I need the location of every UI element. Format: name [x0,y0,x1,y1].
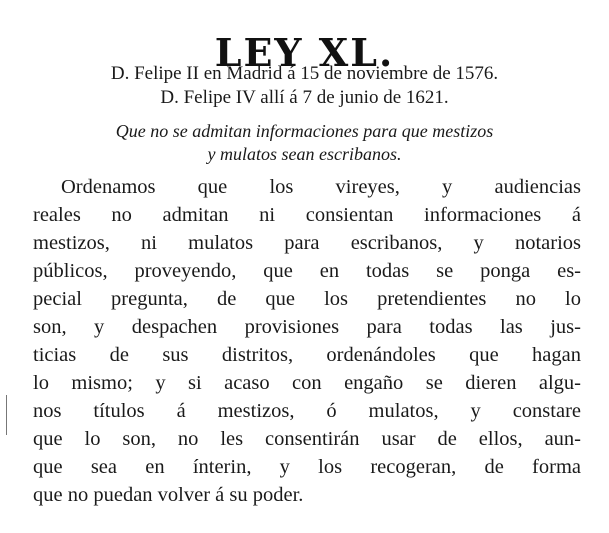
body-line: lo mismo; y si acaso con engaño se dieren algu- [33,372,581,394]
body-line: pecial pregunta, de que los pretendientes no lo [33,288,581,310]
law-summary [0,120,609,166]
margin-rule [6,395,7,435]
law-body [33,173,581,509]
body-line: reales no admitan ni consientan informaciones á [33,204,581,226]
body-line: que lo son, no les consentirán usar de ellos, aun- [33,428,581,450]
body-line: mestizos, ni mulatos para escribanos, y notarios [33,232,581,254]
body-line: que no puedan volver á su poder. [33,484,304,506]
law-title: LEY XL. [214,30,395,76]
summary-line-1: Que no se admitan informaciones para que mestizos [115,121,494,141]
body-line: Ordenamos que los vireyes, y audiencias [61,176,581,198]
body-line: son, y despachen provisiones para todas las jus- [33,316,581,338]
body-line: nos títulos á mestizos, ó mulatos, y constare [33,400,581,422]
summary-line-2: y mulatos sean escribanos. [207,144,402,164]
law-dates [0,62,609,110]
body-line: públicos, proveyendo, que en todas se ponga es- [33,260,581,282]
body-line: que sea en ínterin, y los recogeran, de forma [33,456,581,478]
date-line-2: D. Felipe IV allí á 7 de junio de 1621. [160,87,449,108]
body-line: ticias de sus distritos, ordenándoles que hagan [33,344,581,366]
date-line-1: D. Felipe II en Madrid á 15 de noviembre de 1576. [110,63,499,84]
